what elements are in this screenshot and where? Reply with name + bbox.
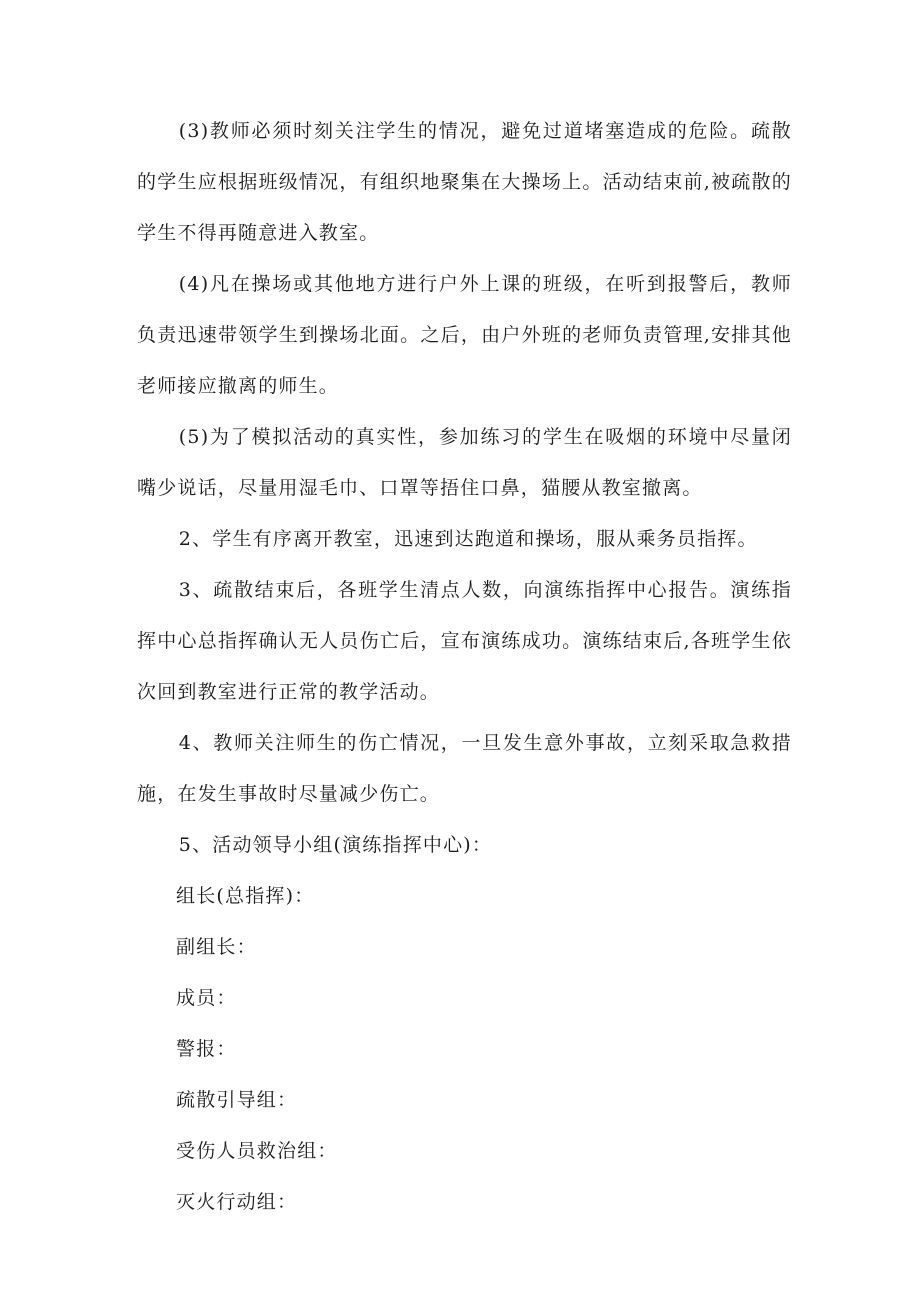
paragraph-section-4-casualties: 4、教师关注师生的伤亡情况，一旦发生意外事故，立刻采取急救措施，在发生事故时尽量减少伤亡。 [137,732,792,805]
role-alarm: 警报： [176,1038,237,1060]
role-injury-treatment-group: 受伤人员救治组： [176,1140,338,1162]
paragraph-section-3-headcount: 3、疏散结束后，各班学生清点人数，向演练指挥中心报告。演练指挥中心总指挥确认无人员伤亡后，宣布演练成功。演练结束后,各班学生依次回到教室进行正常的教学活动。 [137,579,792,703]
paragraph-section-5-leadership-group: 5、活动领导小组(演练指挥中心)： [178,834,493,856]
paragraph-item-3-teacher-attention: (3)教师必须时刻关注学生的情况，避免过道堵塞造成的危险。疏散的学生应根据班级情况，有组织地聚集在大操场上。活动结束前,被疏散的学生不得再随意进入教室。 [137,120,792,244]
paragraph-section-2-leave-classroom: 2、学生有序离开教室，迅速到达跑道和操场，服从乘务员指挥。 [178,528,758,550]
role-firefighting-group: 灭火行动组： [176,1191,298,1213]
paragraph-item-4-outdoor-classes: (4)凡在操场或其他地方进行户外上课的班级，在听到报警后，教师负责迅速带领学生到操场北面。之后，由户外班的老师负责管理,安排其他老师接应撤离的师生。 [137,273,792,397]
role-deputy-leader: 副组长： [176,936,257,958]
paragraph-item-5-simulation: (5)为了模拟活动的真实性，参加练习的学生在吸烟的环境中尽量闭嘴少说话，尽量用湿毛巾、口罩等捂住口鼻，猫腰从教室撤离。 [137,426,792,499]
role-leader: 组长(总指挥)： [176,885,315,907]
role-evacuation-guide-group: 疏散引导组： [176,1089,298,1111]
role-members: 成员： [176,987,237,1009]
